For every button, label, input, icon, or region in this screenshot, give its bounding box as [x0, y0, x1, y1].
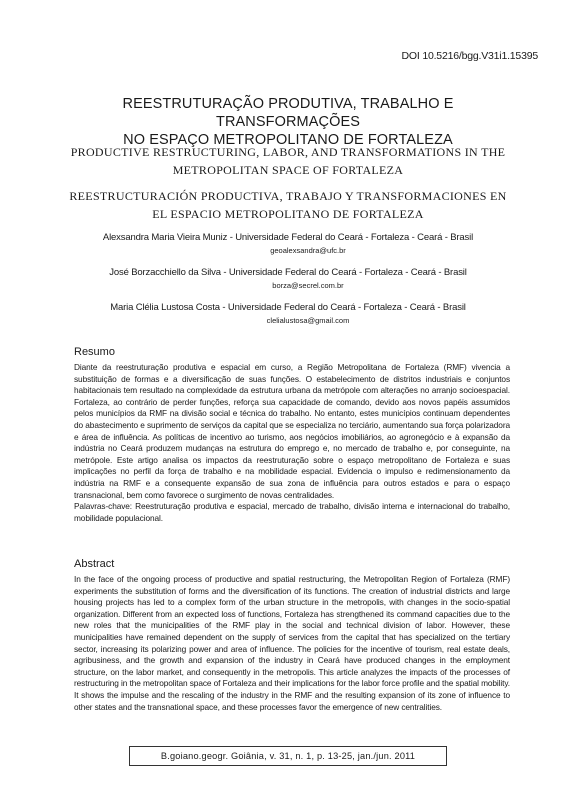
keywords: Palavras-chave: Reestruturação produtiva e espacial, mercado de trabalho, divisão interna e internacional do trabalho, mobilidade populacional. — [74, 501, 510, 523]
journal-footer: B.goiano.geogr. Goiânia, v. 31, n. 1, p. 13-25, jan./jun. 2011 — [129, 746, 447, 766]
author-entry — [60, 301, 516, 326]
resumo-section — [74, 345, 510, 524]
title-english-line-1: PRODUCTIVE RESTRUCTURING, LABOR, AND TRANSFORMATIONS IN THE — [70, 145, 506, 159]
abstract-text: In the face of the ongoing process of productive and spatial restructuring, the Metropolitan Region of Fortaleza (RMF) experiments the substitution of forms and the diversification of its functions. The creation of industrial districts and large housing projects has led to a complex form of the urban structure in the metropolis, with changes in the socio-spatial organization. Different from an expected loss of functions, Fortaleza has strengthened its command capacities due to the new roles that the municipalities of the RMF play in the social and technical division of labor. However, these municipalities have remained dependent on the supply of services from the capital that has specialized on the tertiary sector, increasing its polarizing power and area of influence. The policies for the incentive of tourism, real estate deals, agribusiness, and the growth and expansion of the industry in Ceará have produced changes in the employment structure, on the labor market, and consequently in the metropolis. This article analyzes the impacts of the processes of restructuring in the metropolitan space of Fortaleza and their implications for the labor force profile and the spatial mobility. It shows the impulse and the rescaling of the industry in the RMF and the resulting expansion of its zone of influence to other states and the transnational space, and these processes favor the emergence of new centralities. — [74, 574, 510, 712]
author-entry — [60, 231, 516, 256]
resumo-text: Diante da reestruturação produtiva e espacial em curso, a Região Metropolitana de Fortaleza (RMF) vivencia a substituição de formas e a diversificação de suas funções. O estabelecimento de distritos industriais e conjuntos habitacionais tem resultado na complexidade da estrutura urbana da metrópole com alterações no arranjo socioespacial. Fortaleza, ao contrário de perder funções, reforça sua capacidade de comando, devido aos novos papéis assumidos pelos municípios da RMF na divisão social e técnica do trabalho. No entanto, estes municípios continuam dependentes do abastecimento e suprimento de serviços da capital que se especializa no terciário, aumentando sua força polarizadora e área de influência. As políticas de incentivo ao turismo, aos negócios imobiliários, ao agronegócio e à expansão da indústria no Ceará produzem mudanças na estrutura do emprego e, no mercado de trabalho e, por conseguinte, na metrópole. Este artigo analisa os impactos da reestruturação sobre o espaço metropolitano de Fortaleza e suas implicações no perfil da força de trabalho e na mobilidade espacial. Evidencia o impulso e redimensionamento da indústria na RMF e a consequente expansão de sua zona de influência para outros estados e para o espaço transnacional, bem como favorece o surgimento de novas centralidades. — [74, 362, 510, 500]
author-affiliation: Maria Clélia Lustosa Costa - Universidade Federal do Ceará - Fortaleza - Ceará - Brasil — [110, 302, 466, 313]
author-email: geoalexsandra@ufc.br — [270, 246, 346, 255]
title-english — [60, 143, 516, 179]
title-spanish-line-1: REESTRUCTURACIÓN PRODUCTIVA, TRABAJO Y TRANSFORMACIONES EN — [69, 189, 507, 203]
author-affiliation: Alexsandra Maria Vieira Muniz - Universidade Federal do Ceará - Fortaleza - Ceará - Brasil — [102, 232, 474, 243]
author-affiliation: José Borzacchiello da Silva - Universidade Federal do Ceará - Fortaleza - Ceará - Brasil — [109, 267, 467, 278]
abstract-section — [74, 557, 510, 713]
title-spanish — [60, 187, 516, 223]
doi-label: DOI 10.5216/bgg.V31i1.15395 — [401, 50, 538, 62]
title-portuguese — [60, 95, 516, 149]
author-entry — [60, 266, 516, 291]
title-spanish-line-2: EL ESPACIO METROPOLITANO DE FORTALEZA — [152, 207, 424, 221]
author-email: borza@secrel.com.br — [272, 281, 344, 290]
title-portuguese-line-2: NO ESPAÇO METROPOLITANO DE FORTALEZA — [123, 132, 453, 148]
title-english-line-2: METROPOLITAN SPACE OF FORTALEZA — [172, 163, 404, 177]
resumo-heading: Resumo — [74, 346, 115, 358]
author-email: clelialustosa@gmail.com — [266, 316, 350, 325]
title-portuguese-line-1: REESTRUTURAÇÃO PRODUTIVA, TRABALHO E TRANSFORMAÇÕES — [122, 96, 454, 130]
abstract-heading: Abstract — [74, 558, 115, 570]
author-list — [60, 231, 516, 336]
